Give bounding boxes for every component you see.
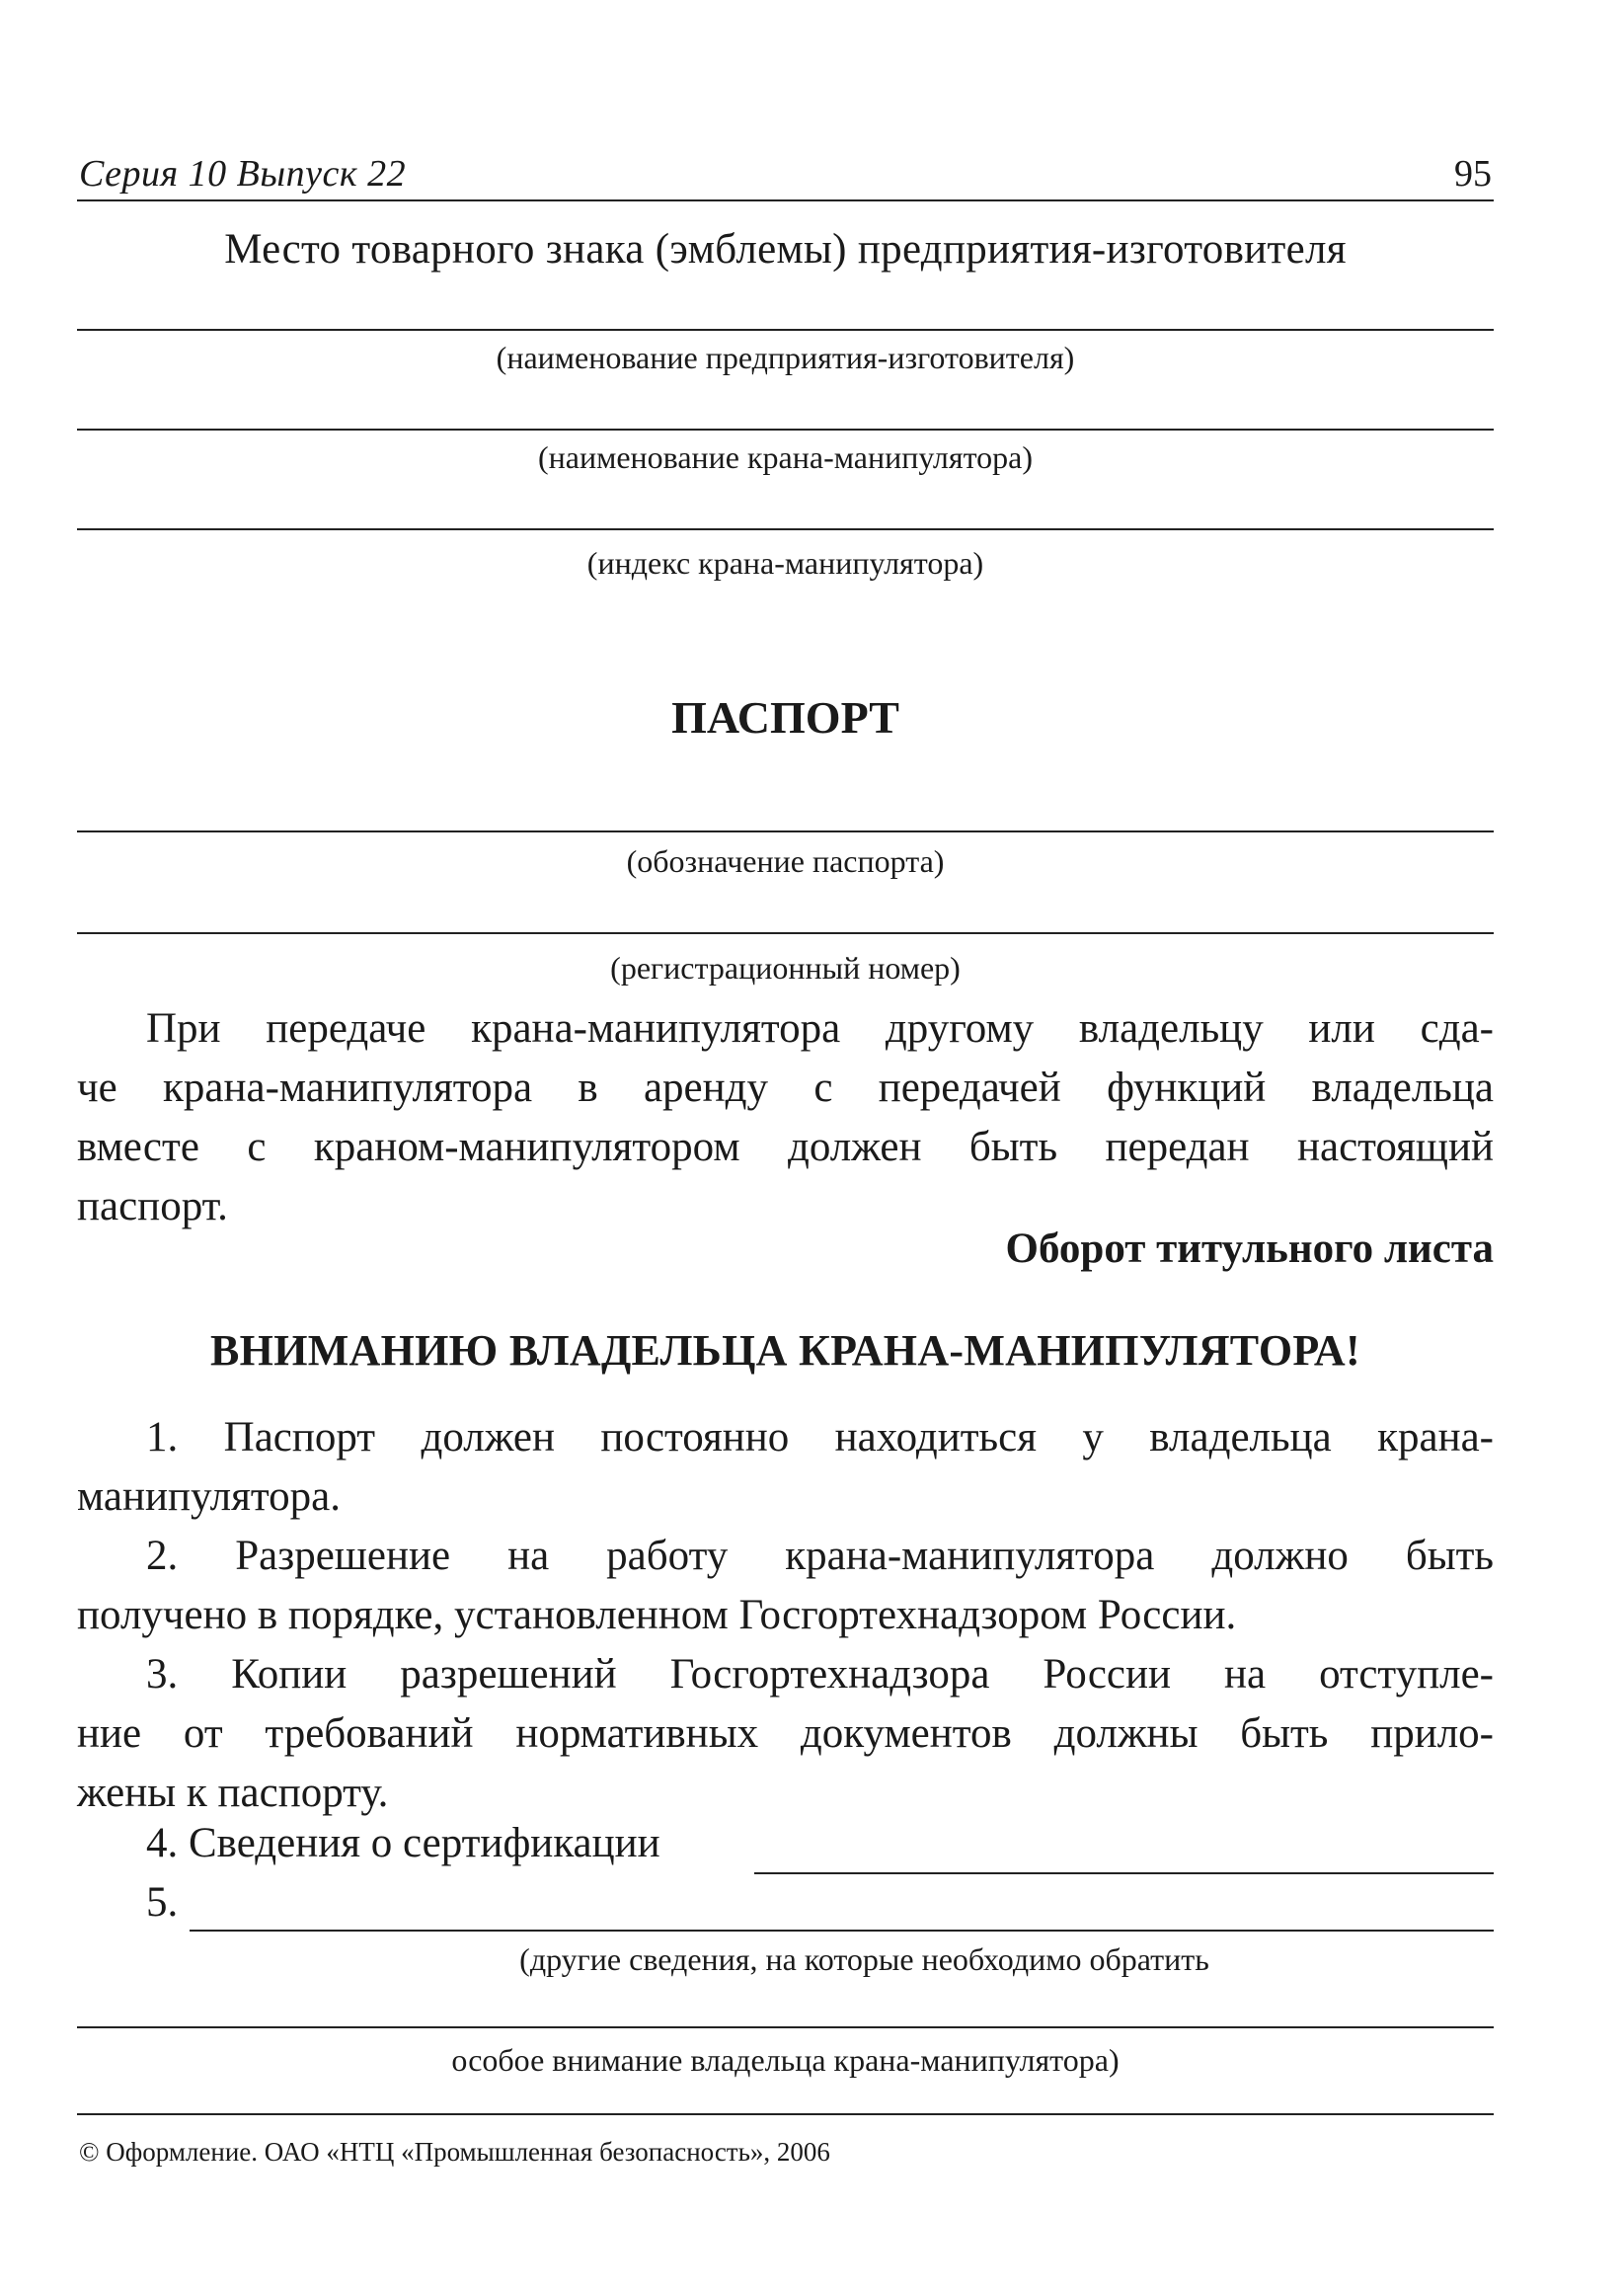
attention-heading: ВНИМАНИЮ ВЛАДЕЛЬЦА КРАНА-МАНИПУЛЯТОРА! [210, 1326, 1360, 1375]
other-info-caption-2: особое внимание владельца крана-манипулятора) [451, 2042, 1120, 2078]
item-line: 2. Разрешение на работу крана-манипулятора должно быть [146, 1533, 1494, 1579]
manufacturer-field-line [77, 329, 1494, 331]
passport-designation-caption: (обозначение паспорта) [626, 843, 945, 879]
running-header [77, 146, 1494, 201]
item-line: ние от требований нормативных документов должны быть прило- [77, 1710, 1494, 1757]
item-5-field-line [190, 1930, 1494, 1932]
series-label: Серия 10 Выпуск 22 [79, 153, 407, 195]
item-2 [77, 1527, 1494, 1645]
reverse-title-heading: Оборот титульного листа [1005, 1225, 1494, 1272]
item-line: манипулятора. [77, 1473, 341, 1520]
other-info-caption-1: (другие сведения, на которые необходимо обратить [519, 1941, 1209, 1977]
certification-label: 4. Сведения о сертификации [146, 1820, 660, 1866]
emblem-place-text: Место товарного знака (эмблемы) предприятия-изготовителя [224, 226, 1347, 273]
crane-index-caption: (индекс крана-манипулятора) [586, 545, 984, 581]
passport-designation-line [77, 830, 1494, 832]
manufacturer-caption: (наименование предприятия-изготовителя) [496, 340, 1075, 375]
item-line: 3. Копии разрешений Госгортехнадзора России на отступле- [146, 1651, 1494, 1698]
certification-field-line [754, 1872, 1494, 1874]
crane-name-field-line [77, 429, 1494, 431]
transfer-paragraph [77, 999, 1494, 1236]
crane-name-caption: (наименование крана-манипулятора) [537, 439, 1034, 475]
paragraph-line: че крана-манипулятора в аренду с передачей функций владельца [77, 1065, 1494, 1111]
other-info-field-line [77, 2026, 1494, 2028]
registration-number-line [77, 932, 1494, 934]
paragraph-line: вместе с краном-манипулятором должен быть передан настоящий [77, 1124, 1494, 1170]
item-3 [77, 1645, 1494, 1823]
copyright-footer: © Оформление. ОАО «НТЦ «Промышленная безопасность», 2006 [79, 2137, 830, 2167]
passport-title: ПАСПОРТ [671, 692, 899, 743]
footer-rule [77, 2113, 1494, 2115]
paragraph-line: При передаче крана-манипулятора другому владельцу или сда- [146, 1005, 1494, 1052]
item-line: 1. Паспорт должен постоянно находиться у владельца крана- [146, 1414, 1494, 1461]
item-1 [77, 1408, 1494, 1527]
registration-number-caption: (регистрационный номер) [610, 950, 961, 986]
crane-index-field-line [77, 528, 1494, 530]
paragraph-line: паспорт. [77, 1183, 228, 1229]
item-line: получено в порядке, установленном Госгортехнадзором России. [77, 1592, 1237, 1638]
item-line: жены к паспорту. [77, 1770, 389, 1816]
page-number: 95 [1454, 153, 1492, 195]
item-5-label: 5. [146, 1879, 179, 1926]
